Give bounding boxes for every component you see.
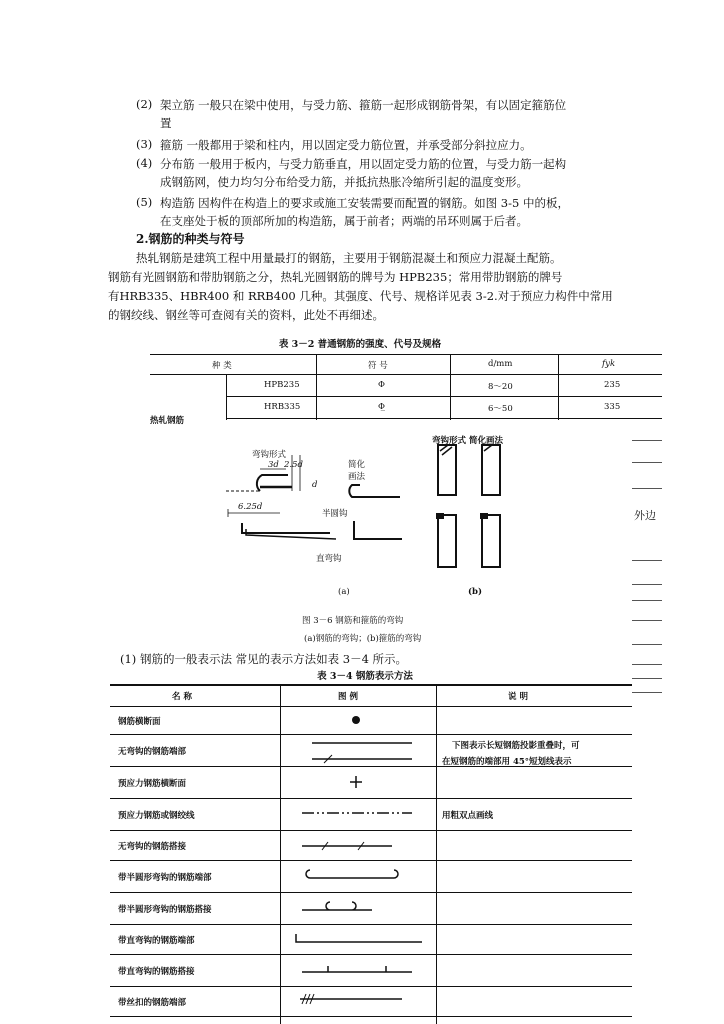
figure-caption: 图 3－6 钢筋和箍筋的弯钩 bbox=[302, 616, 404, 626]
table-cell: Φ̲ bbox=[378, 402, 385, 412]
edge-line bbox=[632, 462, 662, 463]
paragraph-line: 有HRB335、HBR400 和 RRB400 几种。其强度、代号、规格详见表 3-2.对于预应力构件中常用 bbox=[108, 289, 613, 303]
table-header: 图 例 bbox=[338, 692, 358, 702]
table-header: 说 明 bbox=[508, 692, 528, 702]
table-cell: 带直弯钩的钢筋端部 bbox=[118, 936, 195, 946]
table-cell: 预应力钢筋横断面 bbox=[118, 779, 187, 789]
edge-line bbox=[632, 644, 662, 645]
figure-label: 半圆钩 bbox=[322, 509, 348, 519]
figure-side-text: 外边 bbox=[634, 509, 656, 522]
table-group-label: 热轧钢筋 bbox=[150, 416, 185, 426]
bar-cross-section bbox=[352, 716, 360, 724]
edge-line bbox=[632, 664, 662, 665]
edge-line bbox=[632, 560, 662, 561]
semicircle-end bbox=[306, 870, 398, 878]
list-text: 置 bbox=[160, 116, 172, 130]
table-cell: 预应力钢筋或钢绞线 bbox=[118, 811, 195, 821]
table-cell: 无弯钩的钢筋端部 bbox=[118, 747, 187, 757]
figure-label: 2.5d bbox=[284, 460, 303, 470]
paragraph-line: 热轧钢筋是建筑工程中用量最打的钢筋，主要用于钢筋混凝土和预应力混凝土配筋。 bbox=[136, 251, 562, 265]
edge-line bbox=[632, 440, 662, 441]
figure-subcaption: (a)钢筋的弯钩；(b)箍筋的弯钩 bbox=[304, 634, 422, 644]
table-cell: 带直弯钩的钢筋搭接 bbox=[118, 967, 195, 977]
figure-label: 简化画法 bbox=[348, 460, 366, 482]
table-cell: HPB235 bbox=[264, 380, 300, 390]
figure-label: 6.25d bbox=[238, 502, 263, 512]
table-cell: HRB335 bbox=[264, 402, 301, 412]
figure-label: 3d bbox=[268, 460, 279, 470]
table-cell: 用粗双点画线 bbox=[442, 811, 494, 821]
table-caption: 表 3－4 钢筋表示方法 bbox=[317, 671, 413, 682]
list-number: (4) bbox=[136, 156, 153, 170]
table-cell: 带半圆形弯钩的钢筋端部 bbox=[118, 873, 212, 883]
straight-hook-end bbox=[296, 934, 422, 942]
table-cell: 钢筋横断面 bbox=[118, 717, 161, 727]
table-cell: 带丝扣的钢筋端部 bbox=[118, 998, 187, 1008]
list-text: 分布筋 一般用于板内，与受力筋垂直，用以固定受力筋的位置，与受力筋一起构 bbox=[160, 157, 567, 171]
table-header: fyk bbox=[602, 359, 616, 369]
table-cell: 235 bbox=[604, 380, 621, 390]
figure-label: 直弯钩 bbox=[316, 554, 342, 564]
figure-label: 弯钩形式 简化画法 bbox=[432, 436, 503, 446]
paragraph-line: 的钢绞线、钢丝等可查阅有关的资料，此处不再细述。 bbox=[108, 308, 384, 322]
figure-label: 弯钩形式 bbox=[252, 450, 287, 460]
edge-line bbox=[632, 678, 662, 679]
semicircle-lap bbox=[302, 902, 372, 910]
table-cell: 无弯钩的钢筋搭接 bbox=[118, 842, 187, 852]
list-text: 在支座处于板的顶部所加的构造筋，属于前者；两端的吊环则属于后者。 bbox=[160, 214, 528, 228]
edge-line bbox=[632, 620, 662, 621]
table-header: 种 类 bbox=[212, 361, 232, 371]
edge-line bbox=[632, 488, 662, 489]
edge-line bbox=[632, 584, 662, 585]
straight-hook-lap bbox=[302, 966, 412, 972]
section-heading: 2.钢筋的种类与符号 bbox=[136, 232, 245, 246]
figure-label: (b) bbox=[468, 587, 482, 597]
table-cell: 带半圆形弯钩的钢筋搭接 bbox=[118, 905, 212, 915]
table-cell: 335 bbox=[604, 402, 621, 412]
figure-label: (a) bbox=[338, 587, 350, 597]
paragraph-line: 钢筋有光圆钢筋和带肋钢筋之分，热轧光圆钢筋的牌号为 HPB235；常用带肋钢筋的牌号 bbox=[108, 270, 563, 284]
table-cell: 8～20 bbox=[488, 382, 513, 392]
table-cell: 6～50 bbox=[488, 404, 513, 414]
rep-intro: (1) 钢筋的一般表示法 常见的表示方法如表 3－4 所示。 bbox=[120, 652, 408, 666]
list-text: 构造筋 因构件在构造上的要求或施工安装需要而配置的钢筋。如图 3-5 中的板， bbox=[160, 196, 569, 210]
table-header: 名 称 bbox=[172, 692, 192, 702]
list-number: (5) bbox=[136, 195, 153, 209]
figure-label: d bbox=[312, 480, 318, 490]
list-text: 箍筋 一般都用于梁和柱内，用以固定受力筋位置，并承受部分斜拉应力。 bbox=[160, 138, 532, 152]
list-text: 成钢筋网，使力均匀分布给受力筋，并抵抗热胀冷缩所引起的温度变形。 bbox=[160, 175, 528, 189]
list-text: 架立筋 一般只在梁中使用，与受力筋、箍筋一起形成钢筋骨架，有以固定箍筋位 bbox=[160, 98, 567, 112]
table-header: d/mm bbox=[488, 359, 513, 369]
table-cell: 在短钢筋的端部用 45°短划线表示 bbox=[442, 757, 572, 767]
table-header: 符 号 bbox=[368, 361, 388, 371]
table-cell: 下图表示长短钢筋投影重叠时，可 bbox=[452, 741, 580, 751]
table-caption: 表 3－2 普通钢筋的强度、代号及规格 bbox=[278, 339, 442, 350]
list-number: (3) bbox=[136, 137, 153, 151]
legend-drawings bbox=[282, 706, 434, 1018]
edge-line bbox=[632, 692, 662, 693]
edge-line bbox=[632, 600, 662, 601]
table-cell: Φ bbox=[378, 380, 385, 390]
list-number: (2) bbox=[136, 97, 153, 111]
